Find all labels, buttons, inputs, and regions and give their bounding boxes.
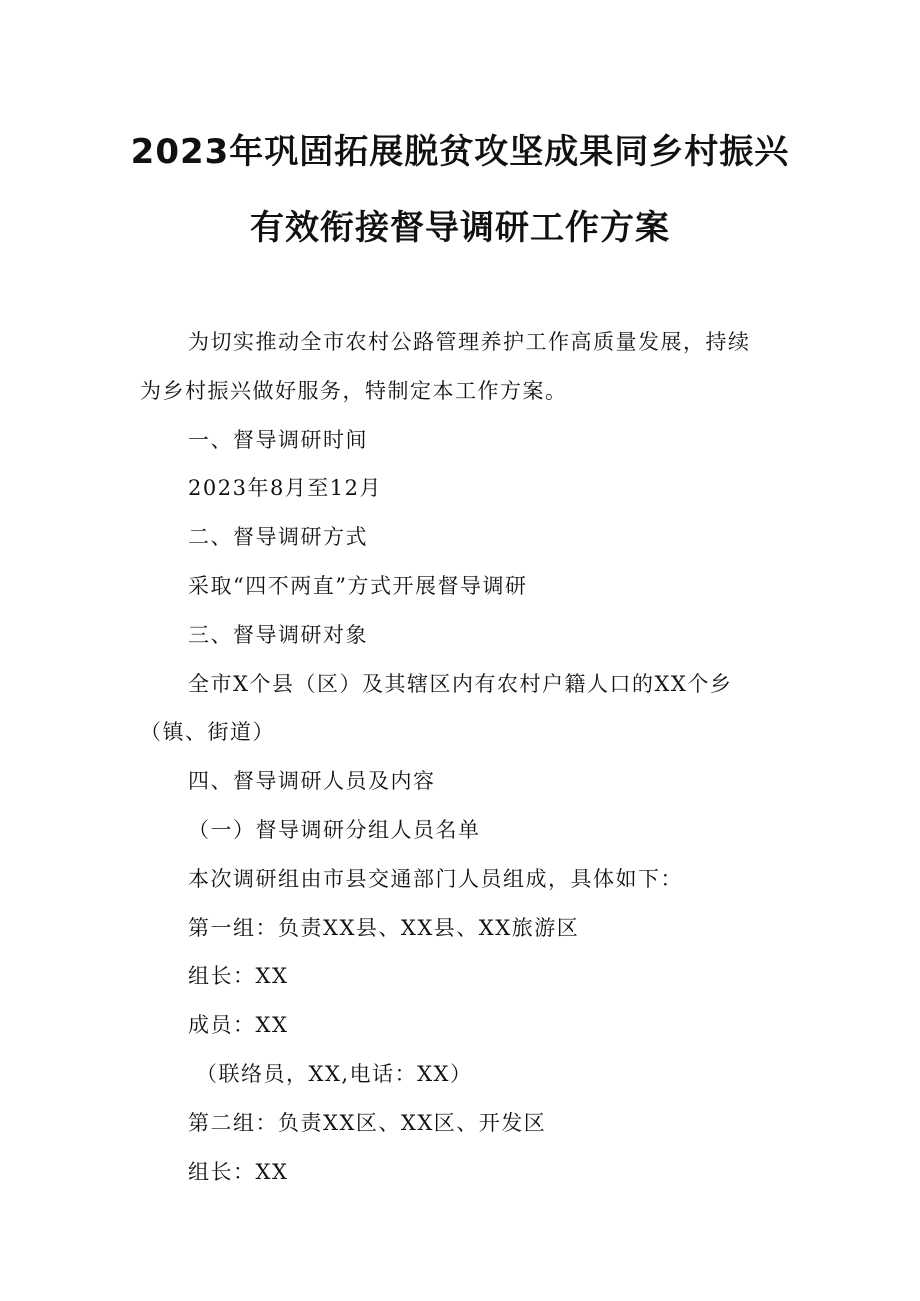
paragraph-intro-line-1: 为切实推动全市农村公路管理养护工作高质量发展，持续: [188, 330, 751, 354]
group-1-contact: （联络员，XX,电话：XX）: [196, 1061, 473, 1086]
paragraph-target-line-1: 全市X个县（区）及其辖区内有农村户籍人口的XX个乡: [188, 671, 733, 696]
section-heading-target: 三、督导调研对象: [188, 622, 368, 647]
paragraph-intro-line-2: 为乡村振兴做好服务，特制定本工作方案。: [140, 378, 568, 403]
document-title-line-2: 有效衔接督导调研工作方案: [250, 208, 670, 248]
group-1-scope: 第一组：负责XX县、XX县、XX旅游区: [188, 915, 580, 940]
section-heading-method: 二、督导调研方式: [188, 525, 368, 550]
section-heading-time: 一、督导调研时间: [188, 427, 368, 452]
group-1-members: 成员：XX: [188, 1013, 289, 1038]
document-title-line-1: 2023年巩固拓展脱贫攻坚成果同乡村振兴: [130, 132, 790, 172]
section-heading-personnel: 四、督导调研人员及内容: [188, 769, 436, 794]
group-1-leader: 组长：XX: [188, 964, 289, 989]
paragraph-target-line-2: （镇、街道）: [140, 720, 275, 745]
document-body: [140, 318, 780, 1196]
group-2-scope: 第二组：负责XX区、XX区、开发区: [188, 1110, 547, 1135]
group-2-leader: 组长：XX: [188, 1159, 289, 1184]
paragraph-groups-intro: 本次调研组由市县交通部门人员组成，具体如下：: [188, 866, 683, 891]
subsection-heading-groups: （一）督导调研分组人员名单: [188, 817, 481, 842]
paragraph-method: 采取“四不两直”方式开展督导调研: [188, 573, 528, 598]
paragraph-time: 2023年8月至12月: [188, 476, 383, 501]
